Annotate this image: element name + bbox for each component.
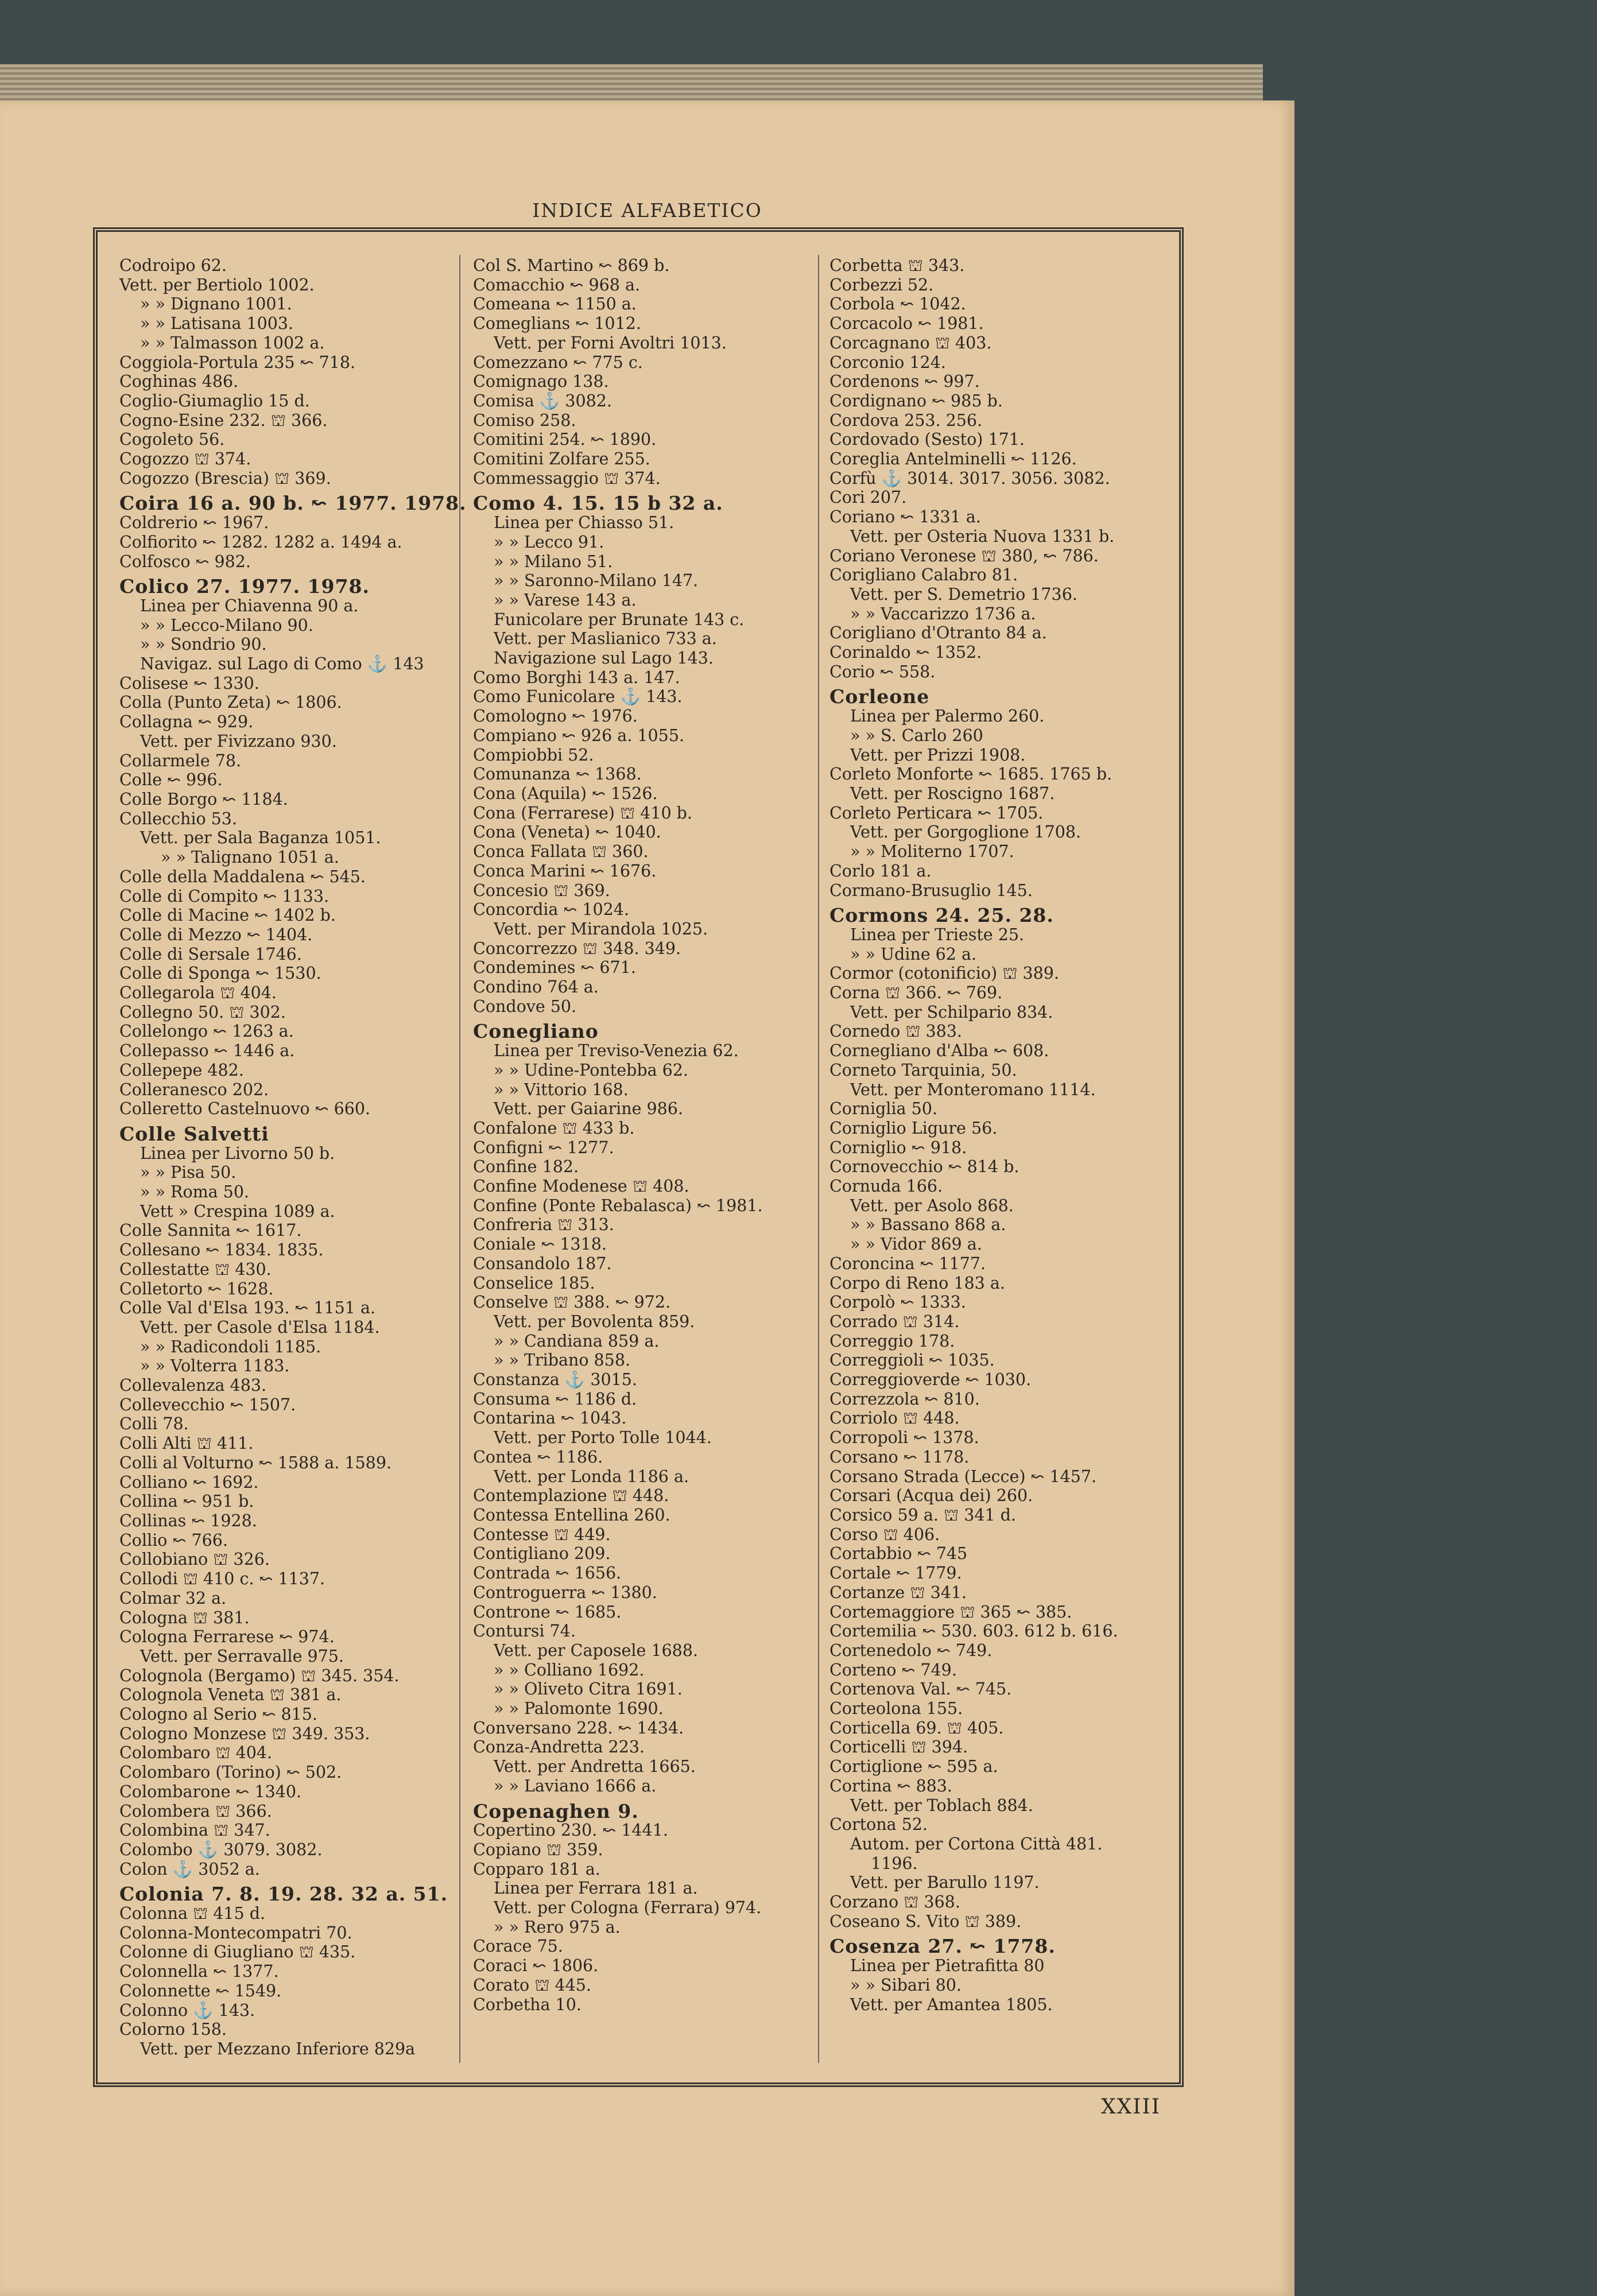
index-entry: Coraci ↜ 1806. [473,1956,599,1976]
index-entry: Vett. per Casole d'Elsa 1184. [140,1317,380,1337]
index-entry: Como Borghi 143 a. 147. [473,668,680,687]
index-column-1 [119,256,467,2059]
index-entry: Colle di Mezzo ↜ 1404. [119,925,313,944]
index-entry: Vett. per Porto Tolle 1044. [494,1428,712,1448]
index-entry: Cogoleto 56. [119,430,225,449]
column-divider [818,255,819,2063]
index-heading: Colle Salvetti [119,1122,269,1145]
index-entry: Cortabbio ↜ 745 [829,1544,968,1564]
index-entry: Comeglians ↜ 1012. [473,314,641,333]
index-entry: Colonno ⚓ 143. [119,2000,255,2020]
index-entry: Vett. per Mirandola 1025. [494,919,708,938]
index-entry: Collarmele 78. [119,751,242,770]
index-entry: Contessa Entellina 260. [473,1506,670,1525]
index-entry: Linea per Pietrafitta 80 [850,1956,1045,1976]
index-entry: Vett. per Barullo 1197. [850,1873,1040,1892]
index-entry: Colonnella ↜ 1377. [119,1962,279,1981]
index-entry: » » Udine-Pontebba 62. [494,1060,688,1080]
index-entry: Colli 78. [119,1414,189,1434]
index-entry: Vett. per Cologna (Ferrara) 974. [494,1898,762,1918]
index-entry: Corpo di Reno 183 a. [829,1273,1005,1293]
index-entry: Colle di Compito ↜ 1133. [119,886,330,906]
index-entry: Cordenons ↜ 997. [829,372,980,391]
index-entry: Cona (Veneta) ↜ 1040. [473,823,661,842]
index-entry: Colle Sannita ↜ 1617. [119,1221,302,1240]
index-entry: Vett. per Toblach 884. [850,1795,1033,1815]
index-entry: Funicolare per Brunate 143 c. [494,610,745,629]
index-entry: Navigazione sul Lago 143. [494,649,714,668]
index-entry: Colfiorito ↜ 1282. 1282 a. 1494 a. [119,532,402,552]
index-entry: Vett. per Asolo 868. [850,1196,1014,1215]
index-entry: Vett. per Roscigno 1687. [850,784,1055,803]
index-entry: Collepasso ↜ 1446 a. [119,1041,295,1061]
index-entry: Vett. per Gorgoglione 1708. [850,823,1082,842]
index-entry: » » Udine 62 a. [850,944,977,964]
index-heading: Colonia 7. 8. 19. 28. 32 a. 51. [119,1883,448,1906]
index-entry: Constanza ⚓ 3015. [473,1370,637,1390]
index-entry: Compiobbi 52. [473,745,594,765]
index-entry: Cortemaggiore ⛫ 365 ↜ 385. [829,1602,1072,1622]
index-entry: Cortiglione ↜ 595 a. [829,1757,998,1777]
index-entry: » » Moliterno 1707. [850,842,1014,862]
index-entry: Collegno 50. ⛫ 302. [119,1002,286,1022]
index-entry: Confine Modenese ⛫ 408. [473,1177,689,1196]
index-entry: Colle Borgo ↜ 1184. [119,789,288,809]
index-heading: Corleone [829,685,930,708]
index-entry: Vett. per Amantea 1805. [850,1995,1053,2014]
index-entry: Cortenedolo ↜ 749. [829,1640,993,1660]
index-entry: Correggioverde ↜ 1030. [829,1370,1032,1390]
index-entry: Coghinas 486. [119,372,239,391]
index-entry: Colombaro ⛫ 404. [119,1743,273,1763]
index-entry: Coseano S. Vito ⛫ 389. [829,1911,1022,1931]
index-entry: Corsari (Acqua dei) 260. [829,1486,1033,1506]
index-entry: » » Lecco 91. [494,532,604,552]
index-entry: Vett. per Sala Baganza 1051. [140,828,381,848]
index-frame [93,227,1184,2087]
index-entry: Consuma ↜ 1186 d. [473,1389,637,1409]
index-entry: Configni ↜ 1277. [473,1138,614,1157]
index-entry: Cogno-Esine 232. ⛫ 366. [119,410,328,430]
index-entry: Contigliano 209. [473,1544,611,1564]
index-entry: Colla (Punto Zeta) ↜ 1806. [119,693,342,712]
index-heading: Como 4. 15. 15 b 32 a. [473,492,723,515]
index-entry: Correggioli ↜ 1035. [829,1351,995,1370]
index-entry: Collio ↜ 766. [119,1530,228,1550]
index-heading: Conegliano [473,1020,599,1043]
index-entry: Cornovecchio ↜ 814 b. [829,1157,1020,1177]
index-heading: Colico 27. 1977. 1978. [119,575,370,598]
index-entry: Vett. per Osteria Nuova 1331 b. [850,526,1115,546]
index-entry: Corbola ↜ 1042. [829,294,966,314]
index-entry: Conselice 185. [473,1273,595,1293]
index-entry: Contesse ⛫ 449. [473,1525,611,1544]
index-heading: Coira 16 a. 90 b. ↜ 1977. 1978. [119,492,467,515]
index-entry: Collecchio 53. [119,809,237,828]
index-entry: Colli al Volturno ↜ 1588 a. 1589. [119,1453,392,1472]
index-entry: Cortona 52. [829,1815,928,1835]
index-entry: Consandolo 187. [473,1254,612,1273]
index-entry: Colleretto Castelnuovo ↜ 660. [119,1099,371,1119]
index-entry: » » Milano 51. [494,552,613,571]
index-heading: Copenaghen 9. [473,1799,639,1822]
index-entry: Colombaro (Torino) ↜ 502. [119,1763,342,1782]
index-column-2 [473,256,817,2014]
index-entry: Corbetha 10. [473,1995,582,2014]
index-entry: » » S. Carlo 260 [850,726,983,745]
index-entry: Cologno Monzese ⛫ 349. 353. [119,1724,370,1743]
index-entry: Collevalenza 483. [119,1376,267,1395]
index-entry: Collepepe 482. [119,1060,244,1080]
index-entry: » » Latisana 1003. [140,314,294,333]
index-entry: » » Colliano 1692. [494,1660,645,1680]
index-entry: Comisa ⚓ 3082. [473,391,612,410]
index-entry: Corsano ↜ 1178. [829,1447,970,1467]
index-entry: Conca Fallata ⛫ 360. [473,842,649,862]
index-entry: Corigliano d'Otranto 84 a. [829,623,1047,643]
index-entry: Corteolona 155. [829,1699,963,1719]
index-entry: » » Bassano 868 a. [850,1215,1006,1235]
index-entry: Comignago 138. [473,372,609,391]
index-entry: Cortina ↜ 883. [829,1776,952,1795]
index-entry: Cona (Aquila) ↜ 1526. [473,784,658,803]
index-entry: » » Talignano 1051 a. [161,848,339,867]
index-entry: Corleto Perticara ↜ 1705. [829,803,1044,823]
index-entry: Vett. per Caposele 1688. [494,1640,698,1660]
index-entry: Colle ↜ 996. [119,770,223,790]
index-entry: Corcagnano ⛫ 403. [829,333,992,352]
index-entry: Collegarola ⛫ 404. [119,983,277,1003]
index-entry: Vett. per Maslianico 733 a. [494,629,717,649]
index-entry: Cortemilia ↜ 530. 603. 612 b. 616. [829,1622,1118,1641]
index-entry: Collesano ↜ 1834. 1835. [119,1240,324,1260]
index-entry: Comologno ↜ 1976. [473,707,638,726]
index-entry: Confine 182. [473,1157,579,1177]
index-entry: Coreglia Antelminelli ↜ 1126. [829,449,1077,469]
index-entry: » » Vaccarizzo 1736 a. [850,604,1036,623]
index-entry: Cordignano ↜ 985 b. [829,391,1003,410]
index-entry: Compiano ↜ 926 a. 1055. [473,726,685,745]
index-entry: Conca Marini ↜ 1676. [473,861,657,881]
index-entry: Corleto Monforte ↜ 1685. 1765 b. [829,765,1113,784]
index-entry: Vett. per Andretta 1665. [494,1757,696,1777]
index-entry: Copparo 181 a. [473,1859,600,1879]
index-entry: Cornegliano d'Alba ↜ 608. [829,1041,1049,1061]
page-header: INDICE ALFABETICO [532,199,762,222]
index-entry: Vett. per Prizzi 1908. [850,745,1026,765]
index-entry: Vett » Crespina 1089 a. [140,1201,335,1221]
index-entry: Cormano-Brusuglio 145. [829,881,1033,900]
index-entry: Corlo 181 a. [829,861,932,881]
index-entry: Corticelli ⛫ 394. [829,1737,968,1757]
index-entry: Corniglia 50. [829,1099,937,1119]
index-entry: Copertino 230. ↜ 1441. [473,1821,668,1840]
index-entry: Cortale ↜ 1779. [829,1564,962,1583]
index-entry: Vett. per Serravalle 975. [140,1646,344,1666]
index-entry: » » Talmasson 1002 a. [140,333,325,352]
index-entry: Corteno ↜ 749. [829,1660,957,1680]
index-entry: Como Funicolare ⚓ 143. [473,687,683,707]
index-entry: Collina ↜ 951 b. [119,1492,254,1511]
index-entry: Cogozzo ⛫ 374. [119,449,251,469]
index-entry: Colonna ⛫ 415 d. [119,1904,266,1923]
index-entry: Comunanza ↜ 1368. [473,765,642,784]
index-entry: Conza-Andretta 223. [473,1737,645,1757]
index-entry: Corticella 69. ⛫ 405. [829,1718,1004,1737]
index-entry: Cori 207. [829,488,907,507]
index-entry: Concordia ↜ 1024. [473,900,630,920]
index-entry: Corato ⛫ 445. [473,1975,591,1995]
index-entry: » » Oliveto Citra 1691. [494,1680,683,1699]
index-entry: Concorrezzo ⛫ 348. 349. [473,938,681,958]
index-entry: Colle di Macine ↜ 1402 b. [119,906,336,925]
index-entry: Coggiola-Portula 235 ↜ 718. [119,352,356,372]
index-entry: Corconio 124. [829,352,946,372]
index-entry: » » Dignano 1001. [140,294,292,314]
index-entry: Corio ↜ 558. [829,662,936,681]
index-entry: Colonna-Montecompatri 70. [119,1923,352,1942]
index-entry: Colle della Maddalena ↜ 545. [119,867,366,886]
index-entry: Vett. per Bertiolo 1002. [119,275,315,294]
index-entry: Colonnette ↜ 1549. [119,1981,282,2000]
index-entry: Conselve ⛫ 388. ↜ 972. [473,1293,671,1312]
index-entry: Colombera ⛫ 366. [119,1801,272,1821]
index-entry: Cologna ⛫ 381. [119,1608,250,1627]
index-entry: Comezzano ↜ 775 c. [473,352,643,372]
index-entry: Corbezzi 52. [829,275,934,294]
index-entry: » » Rero 975 a. [494,1917,621,1937]
index-entry: Concesio ⛫ 369. [473,881,610,900]
index-entry: Copiano ⛫ 359. [473,1840,603,1859]
index-entry: » » Radicondoli 1185. [140,1337,321,1356]
index-entry: Cogozzo (Brescia) ⛫ 369. [119,468,331,488]
index-entry: Comeana ↜ 1150 a. [473,294,637,314]
index-entry: » » Varese 143 a. [494,590,637,610]
index-entry: Cortanze ⛫ 341. [829,1583,967,1602]
index-entry: Corsano Strada (Lecce) ↜ 1457. [829,1467,1097,1486]
index-entry: Colleranesco 202. [119,1080,269,1099]
index-entry: Colisese ↜ 1330. [119,673,259,693]
index-entry: » » Palomonte 1690. [494,1699,664,1719]
index-entry: Corniglio Ligure 56. [829,1118,998,1138]
index-entry: » » Vidor 869 a. [850,1235,982,1254]
index-entry: Colmar 32 a. [119,1588,227,1608]
index-entry: Correzzola ↜ 810. [829,1389,980,1409]
index-entry: Col S. Martino ↜ 869 b. [473,256,670,275]
index-entry: Cordova 253. 256. [829,410,983,430]
index-entry: Controne ↜ 1685. [473,1602,622,1622]
index-entry: Cornuda 166. [829,1177,943,1196]
index-entry: Colombo ⚓ 3079. 3082. [119,1840,323,1859]
index-entry: Corpolò ↜ 1333. [829,1293,966,1312]
index-entry: Vett. per S. Demetrio 1736. [850,584,1077,604]
index-column-3 [829,256,1174,2014]
index-entry: Condino 764 a. [473,978,599,997]
index-entry: Comiso 258. [473,410,576,430]
index-entry: » » Laviano 1666 a. [494,1776,657,1795]
index-entry: Corace 75. [473,1937,563,1956]
index-entry: Cornedo ⛫ 383. [829,1022,962,1041]
index-entry: Linea per Livorno 50 b. [140,1143,335,1163]
index-entry: Colle Val d'Elsa 193. ↜ 1151 a. [119,1298,376,1318]
index-entry: Navigaz. sul Lago di Como ⚓ 143 [140,654,424,674]
index-entry: Colombina ⛫ 347. [119,1821,270,1840]
index-entry: Comitini 254. ↜ 1890. [473,430,657,449]
index-entry: Linea per Chiasso 51. [494,513,675,533]
index-entry: Cona (Ferrarese) ⛫ 410 b. [473,803,692,823]
index-entry: Corneto Tarquinia, 50. [829,1060,1017,1080]
index-entry: Colorno 158. [119,2020,227,2039]
index-entry: » » Sibari 80. [850,1975,962,1995]
index-entry: Coroncina ↜ 1177. [829,1254,986,1273]
index-entry: Condemines ↜ 671. [473,958,636,978]
index-entry: Cortenova Val. ↜ 745. [829,1680,1012,1699]
index-entry: Linea per Ferrara 181 a. [494,1879,698,1898]
index-entry: Colli Alti ⛫ 411. [119,1434,254,1453]
index-entry: Colfosco ↜ 982. [119,552,251,571]
index-entry: Colombarone ↜ 1340. [119,1782,302,1801]
page-number: XXIII [1101,2095,1161,2119]
index-entry: Vett. per Londa 1186 a. [494,1467,689,1486]
index-entry: Collodi ⛫ 410 c. ↜ 1137. [119,1569,325,1589]
index-heading: Cormons 24. 25. 28. [829,904,1054,927]
index-entry: Corropoli ↜ 1378. [829,1428,979,1448]
index-entry: Codroipo 62. [119,256,227,275]
index-entry: Corsico 59 a. ⛫ 341 d. [829,1506,1016,1525]
index-entry: » » Volterra 1183. [140,1356,290,1376]
index-entry: » » Saronno-Milano 147. [494,571,699,591]
index-entry: Colon ⚓ 3052 a. [119,1859,260,1879]
index-entry: Cologno al Serio ↜ 815. [119,1705,317,1724]
index-entry: Linea per Chiavenna 90 a. [140,596,359,615]
index-entry: Comitini Zolfare 255. [473,449,650,469]
index-entry: Colognola Veneta ⛫ 381 a. [119,1685,342,1705]
index-entry: Colonne di Giugliano ⛫ 435. [119,1942,356,1962]
index-entry: Contemplazione ⛫ 448. [473,1486,669,1506]
index-entry: Corrado ⛫ 314. [829,1312,960,1331]
index-entry: Corniglio ↜ 918. [829,1138,967,1157]
index-entry: Comacchio ↜ 968 a. [473,275,641,294]
index-entry: Collelongo ↜ 1263 a. [119,1022,294,1041]
index-entry: Colognola (Bergamo) ⛫ 345. 354. [119,1666,400,1685]
index-entry: Corcacolo ↜ 1981. [829,314,984,333]
index-entry: Corriolo ⛫ 448. [829,1409,960,1428]
index-entry: Confalone ⛫ 433 b. [473,1118,635,1138]
index-entry: Coglio-Giumaglio 15 d. [119,391,310,410]
index-entry: Collevecchio ↜ 1507. [119,1395,296,1414]
index-entry: Colle di Sersale 1746. [119,944,302,964]
index-entry: Autom. per Cortona Città 481. [850,1834,1103,1853]
index-entry: Collinas ↜ 1928. [119,1511,257,1530]
index-entry: » » Tribano 858. [494,1351,631,1370]
index-entry: Cologna Ferrarese ↜ 974. [119,1627,335,1647]
index-entry: Commessaggio ⛫ 374. [473,468,661,488]
index-entry: » » Roma 50. [140,1182,250,1202]
index-entry: Contrada ↜ 1656. [473,1564,622,1583]
index-entry: Contarina ↜ 1043. [473,1409,627,1428]
index-entry: » » Lecco-Milano 90. [140,615,313,635]
index-entry: Corbetta ⛫ 343. [829,256,965,275]
index-entry: Corso ⛫ 406. [829,1525,940,1544]
index-entry: Contea ↜ 1186. [473,1447,603,1467]
index-entry: Linea per Trieste 25. [850,925,1025,944]
index-entry: Cormor (cotonificio) ⛫ 389. [829,964,1059,983]
index-entry: Colle di Sponga ↜ 1530. [119,964,321,983]
index-entry: Vett. per Gaiarine 986. [494,1099,683,1119]
index-entry: Confine (Ponte Rebalasca) ↜ 1981. [473,1196,763,1215]
index-entry: Colliano ↜ 1692. [119,1472,259,1492]
index-entry: Cordovado (Sesto) 171. [829,430,1025,449]
index-entry: Vett. per Schilpario 834. [850,1002,1053,1022]
index-entry: Corigliano Calabro 81. [829,565,1018,585]
index-entry: Corinaldo ↜ 1352. [829,643,982,662]
index-entry: Collestatte ⛫ 430. [119,1259,272,1279]
index-entry: Vett. per Mezzano Inferiore 829a [140,2039,416,2058]
index-heading: Cosenza 27. ↜ 1778. [829,1935,1056,1958]
index-entry: Linea per Treviso-Venezia 62. [494,1041,739,1061]
index-entry: Collagna ↜ 929. [119,712,254,732]
index-entry: Vett. per Fivizzano 930. [140,731,337,751]
index-entry: » » Vittorio 168. [494,1080,629,1099]
index-entry: Confreria ⛫ 313. [473,1215,614,1235]
index-entry: » » Pisa 50. [140,1163,237,1182]
index-entry: Vett. per Monteromano 1114. [850,1080,1096,1099]
index-entry: Coldrerio ↜ 1967. [119,513,269,533]
index-entry: Condove 50. [473,996,577,1016]
index-entry: Corzano ⛫ 368. [829,1892,960,1912]
index-entry: Coriano ↜ 1331 a. [829,507,981,527]
index-entry: Linea per Palermo 260. [850,707,1045,726]
index-entry: Conversano 228. ↜ 1434. [473,1718,684,1737]
index-entry: 1196. [871,1853,918,1873]
index-entry: Controguerra ↜ 1380. [473,1583,657,1602]
index-entry: Correggio 178. [829,1331,955,1351]
index-entry: Colletorto ↜ 1628. [119,1279,274,1298]
index-entry: Coniale ↜ 1318. [473,1235,607,1254]
index-entry: Vett. per Bovolenta 859. [494,1312,695,1331]
index-entry: Collobiano ⛫ 326. [119,1550,270,1569]
index-entry: » » Candiana 859 a. [494,1331,660,1351]
index-entry: » » Sondrio 90. [140,635,267,654]
index-entry: Corfù ⚓ 3014. 3017. 3056. 3082. [829,468,1110,488]
index-entry: Coriano Veronese ⛫ 380, ↜ 786. [829,546,1099,565]
index-entry: Vett. per Forni Avoltri 1013. [494,333,727,352]
index-entry: Corna ⛫ 366. ↜ 769. [829,983,1003,1003]
index-entry: Contursi 74. [473,1622,576,1641]
